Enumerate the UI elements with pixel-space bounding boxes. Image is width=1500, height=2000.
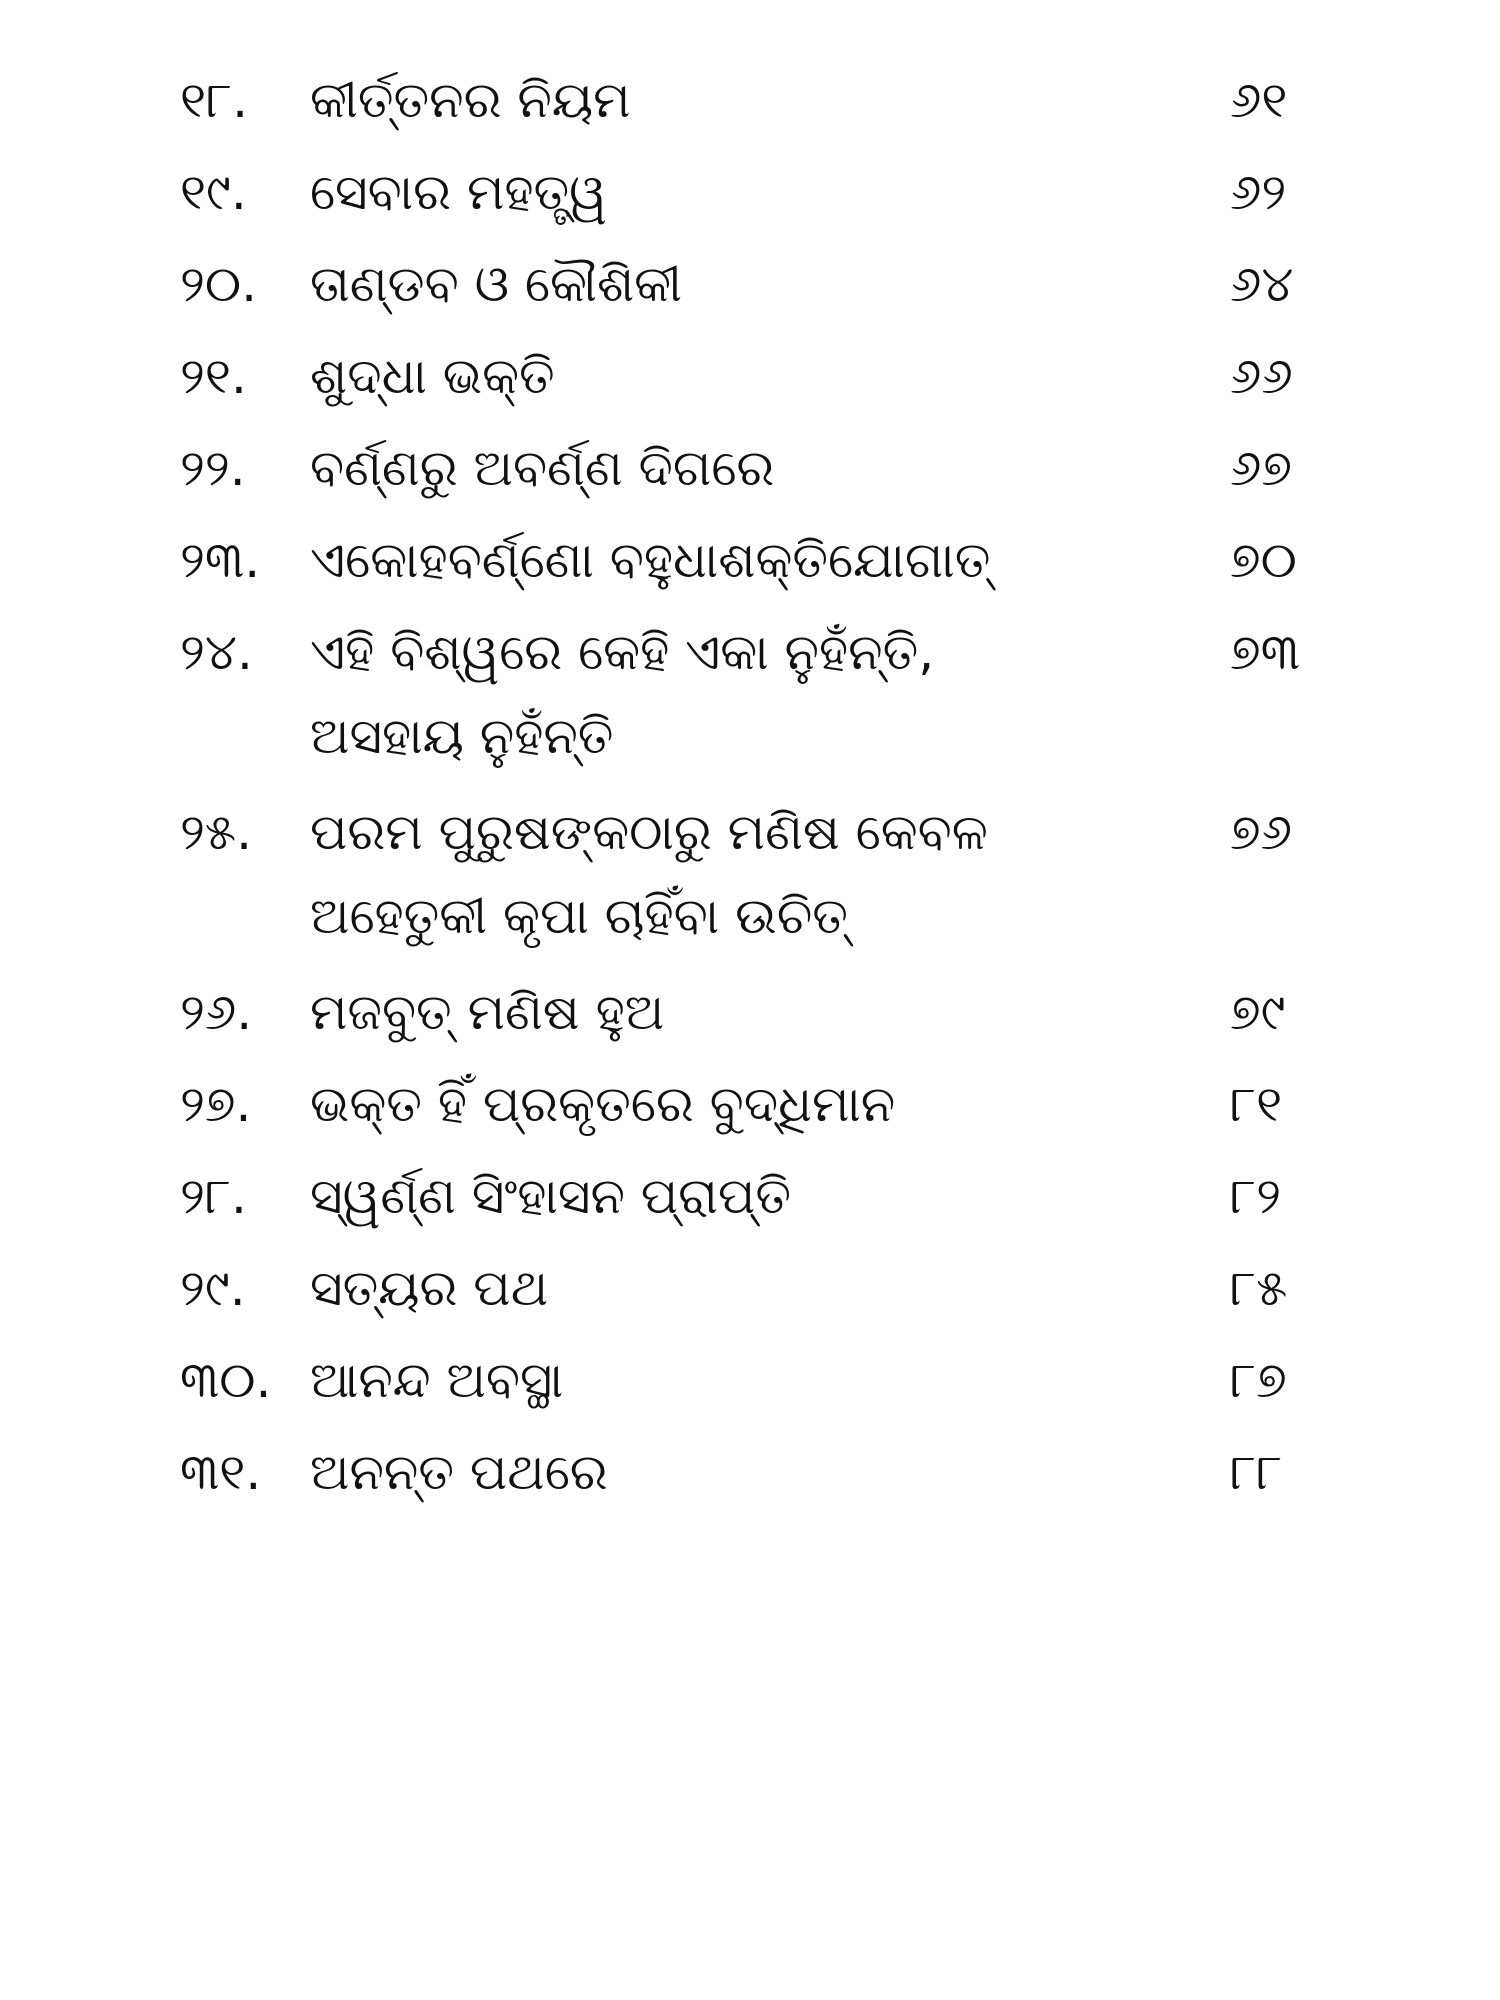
- toc-entry-title: [310, 1338, 1230, 1422]
- toc-entry-number: ୨୯.: [180, 1259, 246, 1317]
- toc-entry-title-line: ଅନନ୍ତ ପଥରେ: [310, 1443, 608, 1501]
- toc-entry-number: ୨୦.: [180, 255, 257, 313]
- toc-entry-page-number: ୬୨: [1230, 163, 1287, 221]
- toc-entry-title-line: ପରମ ପୁରୁଷଙ୍କଠାରୁ ମଣିଷ କେବଳ: [310, 803, 988, 861]
- toc-entry-number: ୨୧.: [180, 347, 247, 405]
- toc-entry-page-number: ୮୭: [1230, 1351, 1287, 1409]
- toc-entry-page-number: ୬୭: [1230, 439, 1292, 497]
- toc-entry: [180, 242, 1350, 334]
- toc-entry-title: [310, 970, 1230, 1054]
- toc-entry-title: [310, 1154, 1230, 1238]
- toc-entry: [180, 1338, 1350, 1430]
- toc-entry-title: [310, 790, 1230, 958]
- toc-entry-page-number: ୭୬: [1230, 803, 1292, 861]
- toc-entry-title-line: ଏହି ବିଶ୍ୱରେ କେହି ଏକା ନୁହଁନ୍ତି,: [310, 623, 935, 681]
- toc-entry-page-number: ୬୬: [1230, 347, 1293, 405]
- toc-entry: [180, 1154, 1350, 1246]
- toc-entry-number: ୨୫.: [180, 803, 252, 861]
- toc-entry-number: ୨୮.: [180, 1167, 247, 1225]
- toc-entry-page-number: ୭୩: [1230, 623, 1300, 681]
- toc-entry-title-line: ସେବାର ମହତ୍ତ୍ୱ: [310, 163, 607, 221]
- toc-entry-number: ୨୨.: [180, 439, 246, 497]
- toc-entry-title: [310, 58, 1230, 142]
- toc-entry-title-line: ଶୁଦ୍ଧା ଭକ୍ତି: [310, 347, 555, 405]
- toc-entry-number: ୨୪.: [180, 623, 253, 681]
- toc-entry-number: ୨୭.: [180, 1075, 252, 1133]
- toc-entry-page-number: ୮୧: [1230, 1075, 1283, 1133]
- toc-entry: [180, 58, 1350, 150]
- toc-entry-title-line: ଭକ୍ତ ହିଁ ପ୍ରକୃତରେ ବୁଦ୍ଧିମାନ: [310, 1075, 896, 1133]
- toc-entry-title: [310, 334, 1230, 418]
- toc-entry-page-number: ୬୪: [1230, 255, 1294, 313]
- toc-entry: [180, 426, 1350, 518]
- toc-entry: [180, 150, 1350, 242]
- toc-entry-title-line: ସ୍ୱର୍ଣ୍ଣ ସିଂହାସନ ପ୍ରାପ୍ତି: [310, 1167, 791, 1225]
- toc-entry-title-line: ତାଣ୍ଡବ ଓ କୌଶିକୀ: [310, 255, 683, 313]
- toc-entry-title-line: ବର୍ଣ୍ଣରୁ ଅବର୍ଣ୍ଣ ଦିଗରେ: [310, 439, 775, 497]
- toc-entry-title: [310, 518, 1230, 602]
- toc-entry: [180, 334, 1350, 426]
- toc-entry-number: ୨୩.: [180, 531, 261, 589]
- toc-entry-title-line: ମଜବୁତ୍ ମଣିଷ ହୁଅ: [310, 983, 665, 1041]
- toc-entry: [180, 518, 1350, 610]
- toc-entry-title-line: କୀର୍ତ୍ତନର ନିୟମ: [310, 71, 631, 129]
- toc-entry: [180, 970, 1350, 1062]
- toc-entry-title-line: ସତ୍ୟର ପଥ: [310, 1259, 549, 1317]
- toc-entry-title-line: ଅହେତୁକୀ କୃପା ଚାହିଁବା ଉଚିତ୍: [310, 887, 848, 945]
- toc-entry-number: ୨୬.: [180, 983, 253, 1041]
- toc-entry-number: ୩୧.: [180, 1443, 262, 1501]
- toc-entry-page-number: ୮୮: [1230, 1443, 1283, 1501]
- toc-entry-title: [310, 1430, 1230, 1514]
- toc-entry-number: ୧୯.: [180, 163, 247, 221]
- toc-entry-title: [310, 242, 1230, 326]
- toc-entry-page-number: ୮୫: [1230, 1259, 1288, 1317]
- toc-entry-title: [310, 1246, 1230, 1330]
- toc-entry: [180, 1430, 1350, 1522]
- table-of-contents: [180, 58, 1350, 1522]
- toc-entry-number: ୧୮.: [180, 71, 249, 129]
- toc-entry: [180, 610, 1350, 790]
- toc-entry-number: ୩୦.: [180, 1351, 272, 1409]
- toc-entry-title: [310, 610, 1230, 778]
- toc-entry-title-line: ଅସହାୟ ନୁହଁନ୍ତି: [310, 707, 614, 765]
- toc-entry-page-number: ୭୯: [1230, 983, 1286, 1041]
- toc-entry-page-number: ୮୨: [1230, 1167, 1281, 1225]
- toc-entry: [180, 790, 1350, 970]
- toc-entry-title-line: ଆନନ୍ଦ ଅବସ୍ଥା: [310, 1351, 564, 1409]
- toc-entry: [180, 1062, 1350, 1154]
- toc-entry-title: [310, 150, 1230, 234]
- toc-entry-title: [310, 1062, 1230, 1146]
- toc-entry-page-number: ୭୦: [1230, 531, 1297, 589]
- toc-entry-title-line: ଏକୋହବର୍ଣ୍ଣୋ ବହୁଧାଶକ୍ତିଯୋଗାତ୍: [310, 531, 991, 589]
- toc-entry-title: [310, 426, 1230, 510]
- toc-entry-page-number: ୬୧: [1230, 71, 1288, 129]
- toc-entry: [180, 1246, 1350, 1338]
